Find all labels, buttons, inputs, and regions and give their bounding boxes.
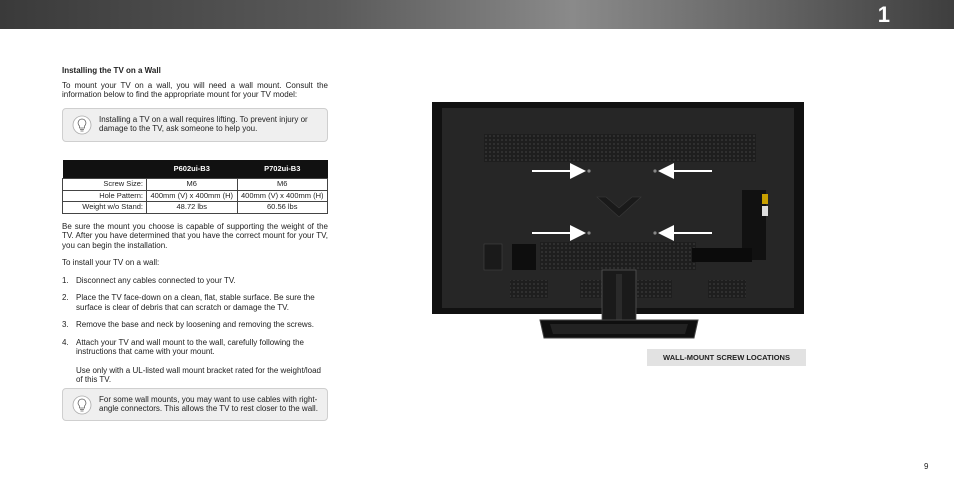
table-header-cell: P702ui-B3 — [237, 160, 328, 179]
row-label: Hole Pattern: — [63, 190, 147, 202]
step-subnote: Use only with a UL-listed wall mount bracket rated for the weight/load of this TV. — [76, 365, 322, 384]
step-text: Disconnect any cables connected to your TV. — [76, 275, 236, 285]
header-bar — [0, 0, 954, 29]
safety-note — [62, 108, 328, 142]
step-text: Remove the base and neck by loosening and removing the screws. — [76, 320, 314, 329]
cable-note — [62, 388, 328, 421]
tv-back-illustration — [432, 102, 804, 342]
table-cell: 400mm (V) x 400mm (H) — [147, 190, 238, 202]
table-cell: 48.72 lbs — [147, 202, 238, 214]
safety-note-text: Installing a TV on a wall requires lifting. To prevent injury or damage to the TV, ask someone to help you. — [99, 114, 308, 133]
lightbulb-icon — [72, 115, 92, 137]
section-title: Installing the TV on a Wall — [62, 66, 161, 75]
table-cell: 400mm (V) x 400mm (H) — [237, 190, 328, 202]
step-number: 4. — [62, 337, 69, 347]
table-row — [63, 202, 328, 214]
step-number: 3. — [62, 320, 69, 329]
page-number: 9 — [924, 462, 929, 471]
top-vent — [484, 134, 756, 162]
intro-paragraph: To mount your TV on a wall, you will need a wall mount. Consult the information below to find the appropriate mount for your TV model: — [62, 80, 328, 99]
step-number: 1. — [62, 275, 69, 285]
table-header-cell — [63, 160, 147, 179]
text-column — [62, 66, 328, 429]
step-text: Place the TV face-down on a clean, flat, stable surface. Be sure the surface is clear of debris that can scratch or damage the TV. — [76, 293, 315, 312]
figure-caption: WALL-MOUNT SCREW LOCATIONS — [647, 349, 806, 366]
table-cell: 60.56 lbs — [237, 202, 328, 214]
table-header-cell: P602ui-B3 — [147, 160, 238, 179]
list-item — [62, 293, 328, 312]
mount-spec-table — [62, 160, 328, 214]
chapter-number: 1 — [877, 2, 890, 27]
weight-paragraph: Be sure the mount you choose is capable of supporting the weight of the TV. After you have determined that you have the correct mount for your TV, you can begin the installation. — [62, 221, 328, 250]
install-lead: To install your TV on a wall: — [62, 258, 160, 267]
cable-note-text: For some wall mounts, you may want to use cables with right-angle connectors. This allows the TV to rest closer to the wall. — [99, 394, 318, 413]
list-item — [62, 276, 328, 286]
table-header-row — [63, 160, 328, 179]
install-steps — [62, 276, 328, 385]
bottom-vent — [540, 242, 696, 270]
lightbulb-icon — [72, 395, 92, 417]
tv-back-svg — [432, 102, 804, 342]
table-cell: M6 — [237, 179, 328, 191]
step-text: Attach your TV and wall mount to the wall, carefully following the instructions that came with your mount. — [76, 337, 304, 356]
row-label: Screw Size: — [63, 179, 147, 191]
table-row — [63, 190, 328, 202]
row-label: Weight w/o Stand: — [63, 202, 147, 214]
table-cell: M6 — [147, 179, 238, 191]
step-number: 2. — [62, 293, 69, 302]
list-item — [62, 338, 328, 385]
table-row — [63, 179, 328, 191]
list-item — [62, 320, 328, 330]
